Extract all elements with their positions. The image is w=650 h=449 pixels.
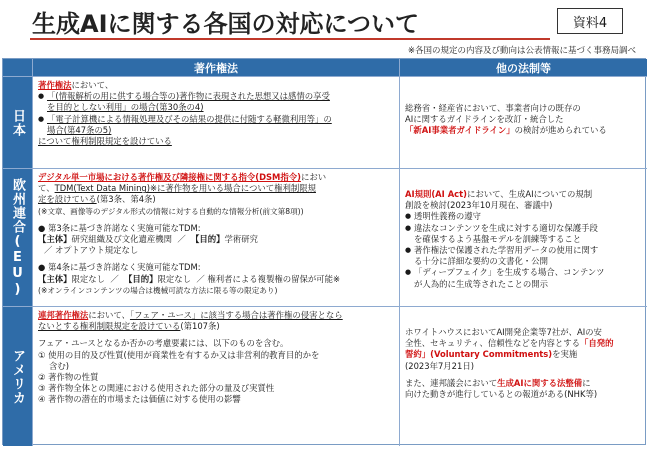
- header-other-laws: 他の法制等: [400, 59, 647, 77]
- document-number-badge: 資料4: [557, 8, 623, 34]
- list-item: ● 「(情報解析の用に供する場合等の)著作物に表現された思想又は感情の享受: [38, 91, 394, 102]
- japan-conclusion: について権利制限規定を設けている: [38, 136, 172, 147]
- comparison-table: [2, 58, 646, 445]
- row-header-japan: 日本: [3, 77, 33, 169]
- usa-copyright-cell: 連邦著作権法において、「フェア・ユース」に該当する場合は著作権の侵害となら ないとする権利制限規定を設けている(第107条) フェア・ユースとなるか否かの考慮要素には、以下のものを含む。 ① 使用の目的及び性質(使用が商業性を有するか又は非営利的教育目的かを 含む) ② 著作物の性質 ③ 著作物全体との関連における使用された部分の量及び実質性 ④ 著作物の潜在的市場または価値に対する使用の影響: [33, 307, 400, 446]
- list-item: が人為的に生成等されたことの開示: [414, 278, 548, 289]
- new-ai-guideline: 「新AI事業者ガイドライン」: [405, 125, 515, 136]
- list-item: を目的としない利用」の場合(第30条の4): [47, 102, 204, 113]
- list-item: る十分に詳細な要約の文書化・公開: [414, 256, 548, 267]
- list-item: ● 「ディープフェイク」を生成する場合、コンテンツ: [405, 267, 642, 278]
- japan-copyright-cell: 著作権法において、 ● 「(情報解析の用に供する場合等の)著作物に表現された思想又は感情の享受 を目的としない利用」の場合(第30条の4) ● 「電子計算機による情報処理及びその結果の提供に付随する軽微利用等」の 場合(第47条の5) について権利制限規定を設けている: [33, 77, 400, 169]
- list-item: ● 著作権法で保護された学習用データの使用に関す: [405, 245, 642, 256]
- list-item: ④ 著作物の潜在的市場または価値に対する使用の影響: [38, 394, 241, 405]
- list-item: ② 著作物の性質: [38, 372, 99, 383]
- row-header-eu: 欧州連合(EU): [3, 169, 33, 307]
- list-item: ● 透明性義務の遵守: [405, 211, 642, 222]
- dsm-directive: デジタル単一市場における著作権及び隣接権に関する指令(DSM指令): [38, 172, 301, 182]
- usa-other-cell: ホワイトハウスにおいてAI開発企業等7社が、AIの安 全性、セキュリティ、信頼性などを内容とする「自発的 誓約」(Voluntary Commitments)を実施 (2023年7月21日) また、連邦議会において生成AIに関する法整備に 向けた動きが進行しているとの報道がある(NHK等): [405, 327, 614, 400]
- list-item: を確保するよう基盤モデルを訓練等すること: [414, 233, 582, 244]
- ai-act: AI規則(AI Act): [405, 189, 467, 199]
- list-item: 場合(第47条の5): [47, 124, 112, 135]
- row-header-usa: アメリカ: [3, 307, 33, 446]
- page-title: 生成AIに関する各国の対応について: [32, 10, 420, 38]
- japan-other-cell: 総務省・経産省において、事業者向けの既存の AIに関するガイドラインを改訂・統合した 「新AI事業者ガイドライン」の検討が進められている: [400, 77, 647, 169]
- list-item: ● 違法なコンテンツを生成に対する適切な保護手段: [405, 223, 642, 234]
- us-copyright-act: 連邦著作権法: [38, 310, 89, 320]
- header-corner: [3, 59, 33, 77]
- eu-copyright-cell: デジタル単一市場における著作権及び隣接権に関する指令(DSM指令)におい て、TDM(Text Data Mining)※に著作物を用いる場合について権利制限規 定を設けている(第3条、第4条) (※文章、画像等のデジタル形式の情報に対する自動的な情報分析(前文第8項)) ● 第3条に基づき許諾なく実施可能なTDM: 【主体】研究組織及び文化遺産機関 ／ 【目的】学術研究 ／ オプトアウト規定なし ● 第4条に基づき許諾なく実施可能なTDM: 【主体】限定なし ／ 【目的】限定なし ／ 権利者による複製権の留保が可能※ (※オンラインコンテンツの場合は機械可読な方法に限る等の限定あり): [33, 169, 400, 307]
- header-copyright-law: 著作権法: [33, 59, 400, 77]
- voluntary-commitments: 誓約」(Voluntary Commitments): [405, 349, 553, 360]
- list-item: ③ 著作物全体との関連における使用された部分の量及び実質性: [38, 383, 275, 394]
- list-item: ● 「電子計算機による情報処理及びその結果の提供に付随する軽微利用等」の: [38, 114, 394, 125]
- source-note: ※各国の規定の内容及び動向は公表情報に基づく事務局調べ: [407, 46, 636, 56]
- japan-copyright-act: 著作権法: [38, 80, 72, 90]
- title-underline: [30, 38, 550, 40]
- list-item: ① 使用の目的及び性質(使用が商業性を有するか又は非営利的教育目的かを: [38, 349, 320, 360]
- generative-ai-legislation: 生成AIに関する法整備: [497, 377, 583, 388]
- eu-other-cell: AI規則(AI Act)において、生成AIについての規制 創設を検討(2023年10月現在、審議中) ● 透明性義務の遵守 ● 違法なコンテンツを生成に対する適切な保護手段 を確保するよう基盤モデルを訓練等すること ● 著作権法で保護された学習用データの使用に関す る十分に詳細な要約の文書化・公開 ● 「ディープフェイク」を生成する場合、コンテンツ が人為的に生成等されたことの開示: [400, 169, 647, 307]
- list-item: 含む): [38, 360, 70, 371]
